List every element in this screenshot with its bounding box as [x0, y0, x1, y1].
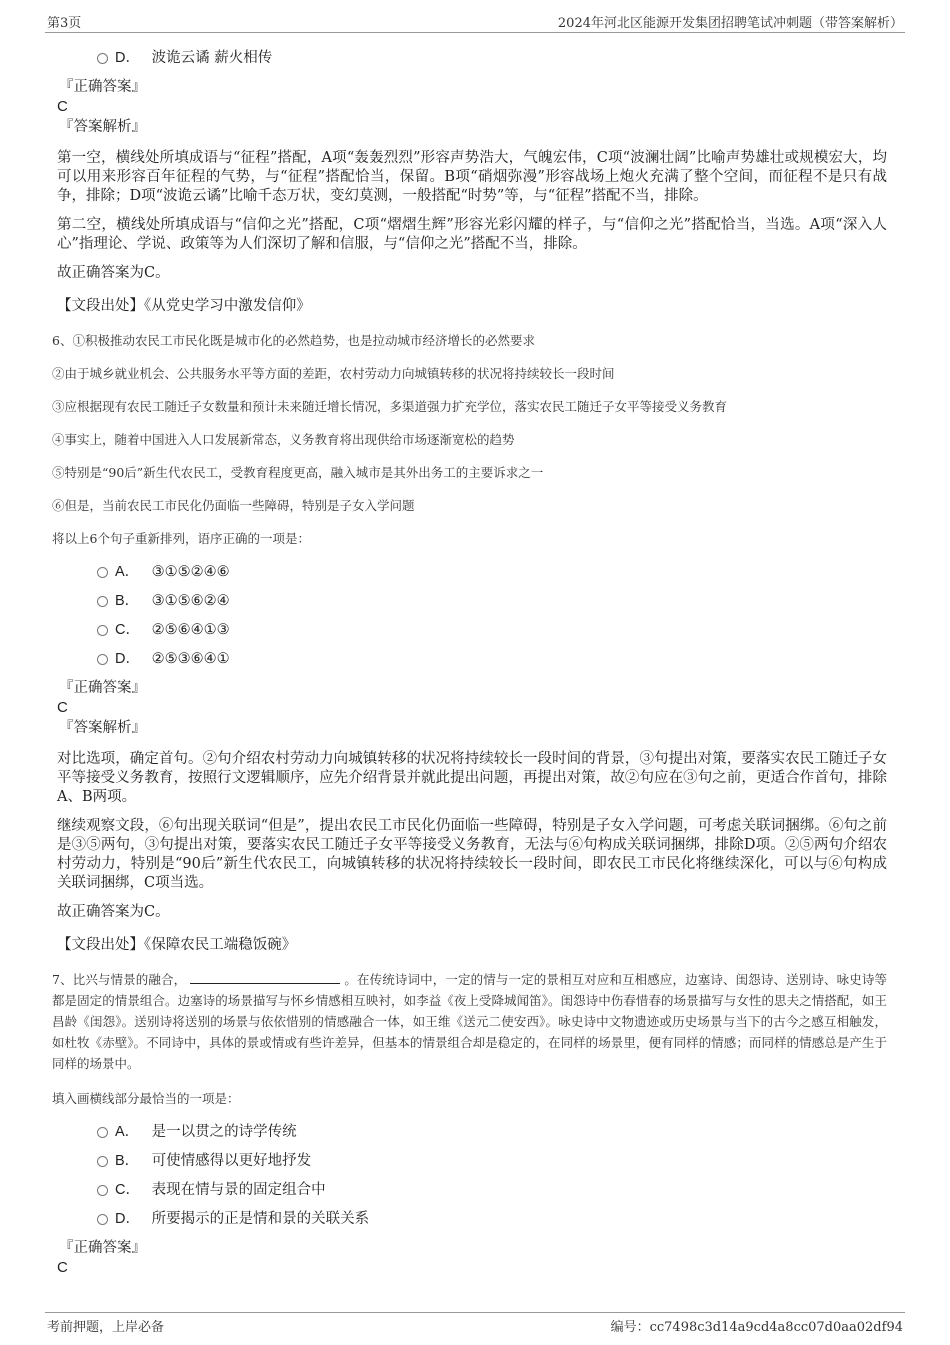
radio-icon[interactable] — [97, 53, 108, 64]
page-content — [52, 44, 887, 1278]
radio-icon[interactable] — [97, 567, 108, 578]
q7-option-c[interactable] — [57, 1176, 887, 1205]
option-letter: B． — [115, 1153, 140, 1169]
question-6-sentence: ⑤特别是“90后”新生代农民工，受教育程度更高，融入城市是其外出务工的主要诉求之一 — [52, 465, 544, 480]
analysis-label: 『答案解析』 — [59, 720, 146, 736]
option-text: 波诡云谲 薪火相传 — [151, 50, 273, 66]
correct-answer-label: 『正确答案』 — [59, 680, 146, 696]
question-6-sentence: ④事实上，随着中国进入人口发展新常态，义务教育将出现供给市场逐渐宽松的趋势 — [52, 432, 515, 447]
page-footer — [45, 1312, 905, 1337]
document-serial-number: 编号：cc7498c3d14a9cd4a8cc07d0aa02df94 — [610, 1320, 903, 1335]
text-source: 【文段出处】《从党史学习中激发信仰》 — [57, 298, 311, 314]
question-7-prompt: 填入画横线部分最恰当的一项是： — [52, 1091, 240, 1106]
radio-icon[interactable] — [97, 1214, 108, 1225]
analysis-conclusion: 故正确答案为C。 — [57, 265, 170, 281]
analysis-paragraph: 第一空，横线处所填成语与“征程”搭配，A项“轰轰烈烈”形容声势浩大，气魄宏伟，C项“波澜壮阔”比喻声势雄壮或规模宏大，均可以用来形容百年征程的气势，与“征程”搭配恰当，保留。B项“硝烟弥漫”形容战场上炮火充满了整个空间，而征程不是只有战争，排除；D项“波诡云谲”比喻千态万状，变幻莫测，一般搭配“时势”等，与“征程”搭配不当，排除。 — [57, 150, 887, 204]
question-6-prompt: 将以上6个句子重新排列，语序正确的一项是： — [52, 531, 310, 546]
page-header — [45, 10, 905, 33]
option-text: 所要揭示的正是情和景的关联关系 — [151, 1211, 370, 1227]
page-number: 第3页 — [47, 16, 82, 31]
option-text: ②⑤③⑥④① — [151, 651, 230, 667]
q7-option-b[interactable] — [57, 1147, 887, 1176]
option-letter: C． — [115, 622, 140, 638]
correct-answer-value: C — [57, 699, 68, 716]
analysis-paragraph: 第二空，横线处所填成语与“信仰之光”搭配，C项“熠熠生辉”形容光彩闪耀的样子，与“信仰之光”搭配恰当，当选。A项“深入人心”指理论、学说、政策等为人们深切了解和信服，与“信仰之光”搭配不当，排除。 — [57, 217, 887, 252]
q6-option-b[interactable] — [57, 587, 887, 616]
analysis-label: 『答案解析』 — [59, 119, 146, 135]
option-letter: B． — [115, 593, 140, 609]
analysis-paragraph: 继续观察文段，⑥句出现关联词“但是”，提出农民工市民化仍面临一些障碍，特别是子女入学问题，可考虑关联词捆绑。⑥句之前是③⑤两句，③句提出对策，要落实农民工随迁子女平等接受义务教育，无法与⑥句构成关联词捆绑，排除D项。②⑤两句介绍农村劳动力，特别是“90后”新生代农民工，向城镇转移的状况将持续较长一段时间，即农民工市民化将继续深化，可以与⑥句构成关联词捆绑，C项当选。 — [57, 818, 887, 891]
option-letter: D． — [115, 651, 140, 667]
q7-option-a[interactable] — [57, 1118, 887, 1147]
analysis-paragraph: 对比选项，确定首句。②句介绍农村劳动力向城镇转移的状况将持续较长一段时间的背景，③句提出对策，要落实农民工随迁子女平等接受义务教育，按照行文逻辑顺序，应先介绍背景并就此提出问题，再提出对策，故②句应在③句之前，更适合作首句，排除A、B两项。 — [57, 751, 887, 805]
correct-answer-value: C — [57, 98, 68, 115]
question-7-stem-start: 7、比兴与情景的融合， — [52, 972, 187, 987]
option-letter: A． — [115, 564, 140, 580]
q6-option-a[interactable] — [57, 558, 887, 587]
option-letter: D． — [115, 1211, 140, 1227]
analysis-conclusion: 故正确答案为C。 — [57, 904, 170, 920]
option-text: ③①⑤②④⑥ — [151, 564, 230, 580]
footer-slogan: 考前押题，上岸必备 — [47, 1320, 165, 1335]
option-letter: D． — [115, 50, 140, 66]
option-text: ③①⑤⑥②④ — [151, 593, 230, 609]
radio-icon[interactable] — [97, 654, 108, 665]
correct-answer-label: 『正确答案』 — [59, 1240, 146, 1256]
radio-icon[interactable] — [97, 1156, 108, 1167]
document-title: 2024年河北区能源开发集团招聘笔试冲刺题（带答案解析） — [557, 16, 903, 31]
correct-answer-value: C — [57, 1259, 68, 1276]
fill-in-blank — [190, 971, 340, 984]
option-text: 可使情感得以更好地抒发 — [151, 1153, 312, 1169]
q7-option-d[interactable] — [57, 1205, 887, 1234]
question-6-stem: 6、①积极推动农民工市民化既是城市化的必然趋势，也是拉动城市经济增长的必然要求 — [52, 333, 535, 348]
question-7-stem-rest: 。在传统诗词中，一定的情与一定的景相互对应和互相感应，边塞诗、闺怨诗、送别诗、咏史诗等都是固定的情景组合。边塞诗的场景描写与怀乡情感相互映衬，如李益《夜上受降城闻笛》。闺怨诗中伤春惜春的场景描写与女性的思夫之情搭配，如王昌龄《闺怨》。送别诗将送别的场景与依依惜别的情感融合一体，如王维《送元二使安西》。咏史诗中文物遗迹或历史场景与当下的古今之感互相触发，如杜牧《赤壁》。不同诗中，具体的景或情或有些许差异，但基本的情景组合却是稳定的，在同样的场景里，便有同样的情感；而同样的情感总是产生于同样的场景中。 — [52, 972, 887, 1071]
question-6-sentence: ②由于城乡就业机会、公共服务水平等方面的差距，农村劳动力向城镇转移的状况将持续较长一段时间 — [52, 366, 615, 381]
radio-icon[interactable] — [97, 625, 108, 636]
option-text: 表现在情与景的固定组合中 — [151, 1182, 326, 1198]
option-letter: A． — [115, 1124, 140, 1140]
question-7-stem — [52, 969, 887, 1074]
correct-answer-label: 『正确答案』 — [59, 79, 146, 95]
radio-icon[interactable] — [97, 1127, 108, 1138]
option-text: ②⑤⑥④①③ — [151, 622, 230, 638]
radio-icon[interactable] — [97, 596, 108, 607]
option-letter: C． — [115, 1182, 140, 1198]
question-6-sentence: ③应根据现有农民工随迁子女数量和预计未来随迁增长情况，多渠道强力扩充学位，落实农民工随迁子女平等接受义务教育 — [52, 399, 728, 414]
q6-option-c[interactable] — [57, 616, 887, 645]
question-6-sentence: ⑥但是，当前农民工市民化仍面临一些障碍，特别是子女入学问题 — [52, 498, 415, 513]
q5-option-d[interactable] — [57, 44, 887, 73]
q6-option-d[interactable] — [57, 645, 887, 674]
radio-icon[interactable] — [97, 1185, 108, 1196]
option-text: 是一以贯之的诗学传统 — [151, 1124, 297, 1140]
text-source: 【文段出处】《保障农民工端稳饭碗》 — [57, 937, 297, 953]
